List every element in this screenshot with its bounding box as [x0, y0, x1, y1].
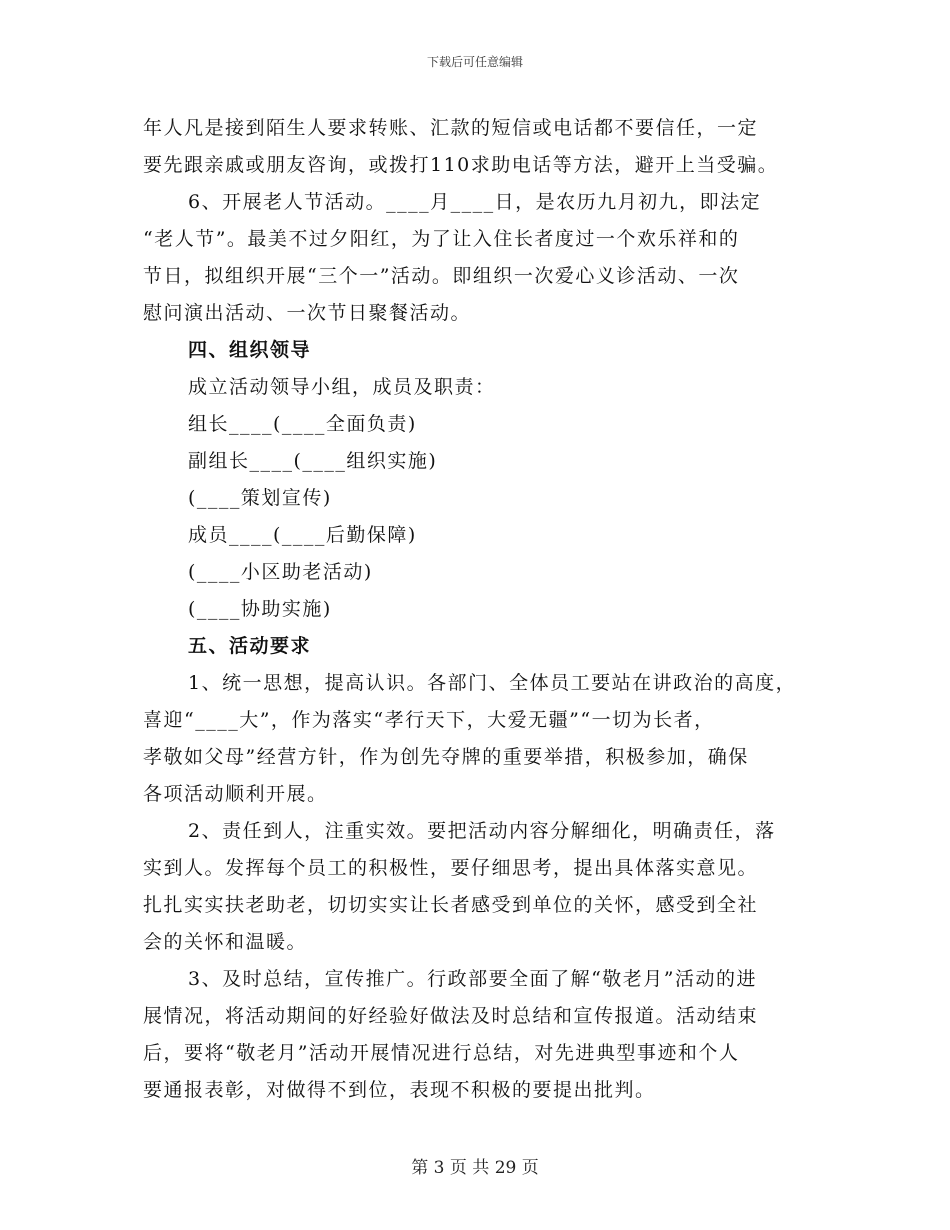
- text-line: 成立活动领导小组，成员及职责：: [188, 376, 496, 398]
- text-line: 喜迎“____大”，作为落实“孝行天下，大爱无疆”“一切为长者，: [143, 709, 715, 731]
- text-line: 节日，拟组织开展“三个一”活动。即组织一次爱心义诊活动、一次: [143, 265, 740, 287]
- text-line: 副组长____(____组织实施): [188, 450, 438, 472]
- text-line: 扎扎实实扶老助老，切切实实让长者感受到单位的关怀，感受到全社: [143, 894, 759, 916]
- text-line: (____策划宣传): [188, 487, 332, 509]
- text-line: 各项活动顺利开展。: [143, 783, 328, 805]
- text-line: “老人节”。最美不过夕阳红，为了让入住长者度过一个欢乐祥和的: [143, 228, 740, 250]
- text-line: 慰问演出活动、一次节日聚餐活动。: [143, 302, 472, 324]
- text-line: 实到人。发挥每个员工的积极性，要仔细思考，提出具体落实意见。: [143, 857, 759, 879]
- text-line: 要通报表彰，对做得不到位，表现不积极的要提出批判。: [143, 1079, 656, 1101]
- text-line: 后，要将“敬老月”活动开展情况进行总结，对先进典型事迹和个人: [143, 1042, 740, 1064]
- text-line: 6、开展老人节活动。____月____日，是农历九月初九，即法定: [188, 191, 762, 213]
- text-line: (____小区助老活动): [188, 561, 373, 583]
- section-heading: 五、活动要求: [188, 635, 312, 657]
- document-body: [143, 110, 813, 1109]
- text-line: 展情况，将活动期间的好经验好做法及时总结和宣传报道。活动结束: [143, 1005, 759, 1027]
- text-line: 2、责任到人，注重实效。要把活动内容分解细化，明确责任，落: [188, 820, 776, 842]
- text-line: 会的关怀和温暖。: [143, 931, 308, 953]
- text-line: 成员____(____后勤保障): [188, 524, 417, 546]
- page-footer: 第 3 页 共 29 页: [411, 1158, 539, 1178]
- text-line: 要先跟亲戚或朋友咨询，或拨打110求助电话等方法，避开上当受骗。: [143, 154, 779, 176]
- text-line: 孝敬如父母”经营方针，作为创先夺牌的重要举措，积极参加，确保: [143, 746, 749, 768]
- text-line: (____协助实施): [188, 598, 332, 620]
- page-header: 下载后可任意编辑: [426, 55, 523, 69]
- text-line: 3、及时总结，宣传推广。行政部要全面了解“敬老月”活动的进: [188, 968, 758, 990]
- text-line: 1、统一思想，提高认识。各部门、全体员工要站在讲政治的高度，: [188, 672, 797, 694]
- text-line: 组长____(____全面负责): [188, 413, 417, 435]
- text-line: 年人凡是接到陌生人要求转账、汇款的短信或电话都不要信任，一定: [143, 117, 759, 139]
- section-heading: 四、组织领导: [188, 339, 312, 361]
